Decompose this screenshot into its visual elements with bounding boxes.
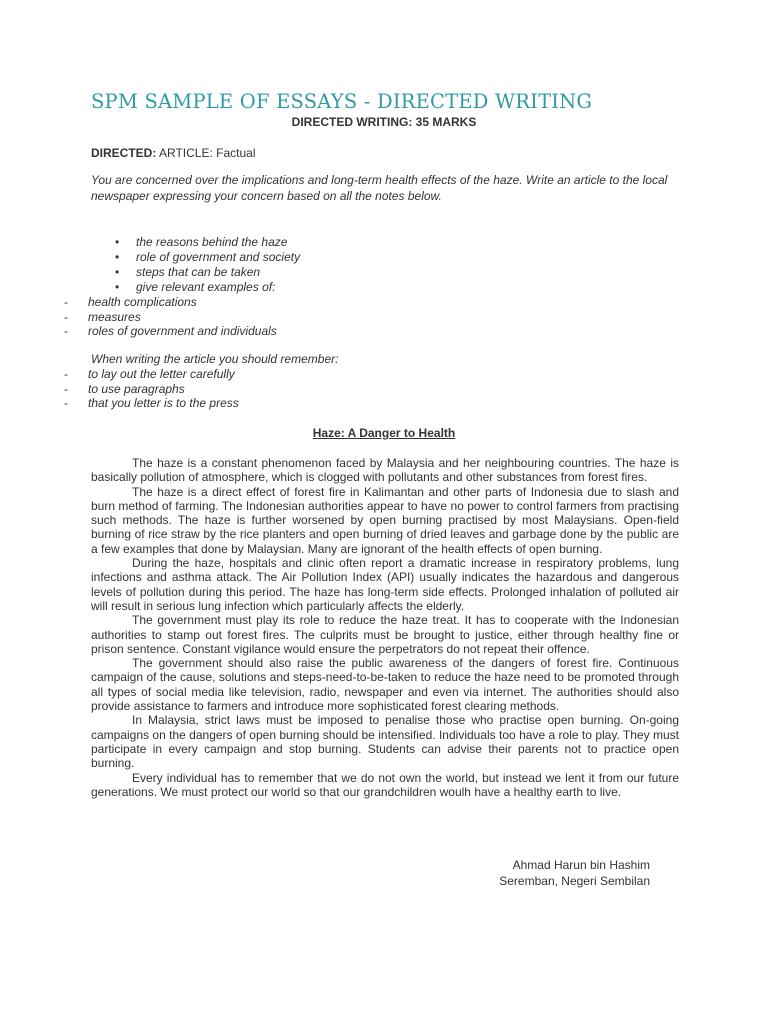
remember-item: - that you letter is to the press xyxy=(64,396,239,411)
example-item: - measures xyxy=(64,310,277,325)
page-subtitle: DIRECTED WRITING: 35 MARKS xyxy=(291,115,477,129)
question-prompt: You are concerned over the implications and long-term health effects of the haze. Write an article to the local newspaper expressing your concern based on all the notes below. xyxy=(91,173,668,203)
essay-paragraph: The haze is a constant phenomenon faced by Malaysia and her neighbouring countries. The haze is basically pollution of atmosphere, which is clogged with pollutants and other substances from forest fires. xyxy=(91,456,679,485)
examples-list xyxy=(64,295,277,339)
essay-paragraph: During the haze, hospitals and clinic often report a dramatic increase in respiratory problems, lung infections and asthma attack. The Air Pollution Index (API) usually indicates the hazardous and dangerous levels of pollution during this period. The haze has long-term side effects. Prolonged inhalation of polluted air will result in serious lung infection which particularly affects the elderly. xyxy=(91,556,679,613)
essay-title: Haze: A Danger to Health xyxy=(312,426,456,440)
example-item: - health complications xyxy=(64,295,277,310)
bullet-item: • steps that can be taken xyxy=(115,265,300,280)
bullet-item: • give relevant examples of: xyxy=(115,280,300,295)
signature-block xyxy=(499,857,650,889)
notes-bullet-list xyxy=(115,235,300,295)
bullet-item: • role of government and society xyxy=(115,250,300,265)
essay-paragraph: Every individual has to remember that we do not own the world, but instead we lent it from our future generations. We must protect our world so that our grandchildren woulh have a healthy earth to live. xyxy=(91,770,679,799)
bullet-item: • the reasons behind the haze xyxy=(115,235,300,250)
signature-place: Seremban, Negeri Sembilan xyxy=(499,874,650,888)
page-title: SPM SAMPLE OF ESSAYS - DIRECTED WRITING xyxy=(91,90,593,113)
essay-paragraph: The government should also raise the public awareness of the dangers of forest fire. Continuous campaign of the cause, solutions and steps-need-to-be-taken to reduce the haze need to be promoted through all types of social media like television, radio, newspaper and even via internet. The authorities should also provide assistance to farmers and introduce more sophisticated forest clearing methods. xyxy=(91,656,679,714)
signature-name: Ahmad Harun bin Hashim xyxy=(512,858,650,872)
remember-item: - to use paragraphs xyxy=(64,382,239,397)
essay-paragraph: The haze is a direct effect of forest fire in Kalimantan and other parts of Indonesia due to slash and burn method of farming. The Indonesian authorities appear to have no power to control farmers from practising such methods. The haze is further worsened by open burning practised by most Malaysians. Open-field burning of rice straw by the rice planters and open burning of dried leaves and garbage done by the public are a few examples that done by Malaysian. Many are ignorant of the health effects of open burning. xyxy=(91,484,679,556)
example-item: - roles of government and individuals xyxy=(64,324,277,339)
directed-label: DIRECTED: xyxy=(91,146,157,160)
essay-body xyxy=(91,456,679,799)
directed-line xyxy=(91,146,256,160)
essay-paragraph: In Malaysia, strict laws must be imposed to penalise those who practise open burning. On-going campaigns on the dangers of open burning should be intensified. Individuals too have a role to play. They must participate in every campaign and stop burning. Students can advise their parents not to practice open burning. xyxy=(91,713,679,771)
remember-item: - to lay out the letter carefully xyxy=(64,367,239,382)
directed-value: ARTICLE: Factual xyxy=(156,146,256,160)
remember-intro: When writing the article you should remember: xyxy=(91,352,339,366)
essay-paragraph: The government must play its role to reduce the haze treat. It has to cooperate with the Indonesian authorities to stamp out forest fires. The culprits must be brought to justice, either through healthy fine or prison sentence. Constant vigilance would ensure the perpetrators do not repeat their offence. xyxy=(91,613,679,656)
remember-list xyxy=(64,367,239,411)
